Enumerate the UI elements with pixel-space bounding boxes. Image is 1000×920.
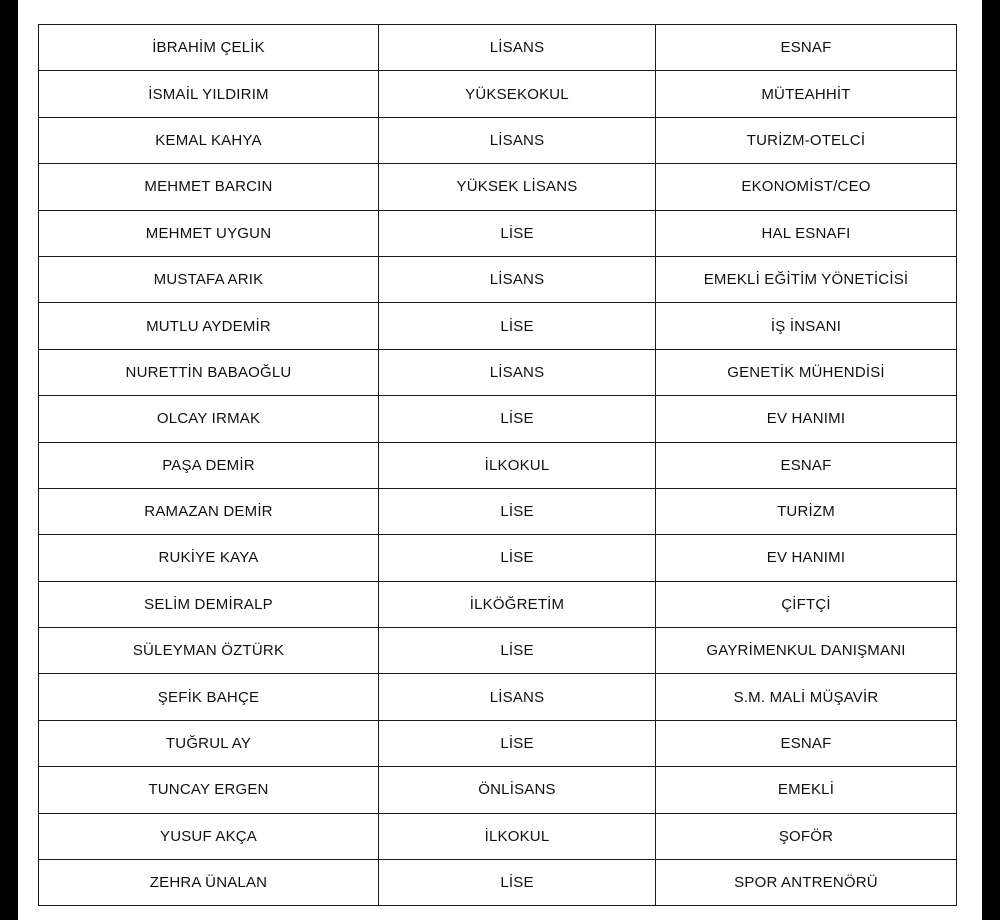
table-row	[39, 535, 957, 581]
name-cell: MEHMET UYGUN	[39, 210, 379, 256]
name-cell: ZEHRA ÜNALAN	[39, 860, 379, 906]
name-cell: RUKİYE KAYA	[39, 535, 379, 581]
table-row	[39, 303, 957, 349]
name-cell: YUSUF AKÇA	[39, 813, 379, 859]
occupation-cell: SPOR ANTRENÖRÜ	[656, 860, 957, 906]
name-cell: MUTLU AYDEMİR	[39, 303, 379, 349]
education-cell: LİSANS	[379, 25, 656, 71]
name-cell: TUNCAY ERGEN	[39, 767, 379, 813]
occupation-cell: ÇİFTÇİ	[656, 581, 957, 627]
education-cell: LİSE	[379, 720, 656, 766]
table-row	[39, 628, 957, 674]
document-page	[18, 0, 982, 920]
education-cell: LİSE	[379, 488, 656, 534]
table-row	[39, 860, 957, 906]
name-cell: SÜLEYMAN ÖZTÜRK	[39, 628, 379, 674]
occupation-cell: EV HANIMI	[656, 396, 957, 442]
name-cell: ŞEFİK BAHÇE	[39, 674, 379, 720]
occupation-cell: MÜTEAHHİT	[656, 71, 957, 117]
table-row	[39, 164, 957, 210]
name-cell: İBRAHİM ÇELİK	[39, 25, 379, 71]
occupation-cell: TURİZM	[656, 488, 957, 534]
table-row	[39, 117, 957, 163]
education-cell: LİSANS	[379, 117, 656, 163]
education-cell: İLKÖĞRETİM	[379, 581, 656, 627]
education-cell: LİSANS	[379, 349, 656, 395]
table-row	[39, 813, 957, 859]
education-cell: LİSANS	[379, 674, 656, 720]
table-row	[39, 442, 957, 488]
occupation-cell: ESNAF	[656, 25, 957, 71]
occupation-cell: GAYRİMENKUL DANIŞMANI	[656, 628, 957, 674]
education-cell: LİSE	[379, 860, 656, 906]
occupation-cell: HAL ESNAFI	[656, 210, 957, 256]
name-cell: RAMAZAN DEMİR	[39, 488, 379, 534]
name-cell: KEMAL KAHYA	[39, 117, 379, 163]
education-cell: ÖNLİSANS	[379, 767, 656, 813]
table-row	[39, 720, 957, 766]
table-row	[39, 674, 957, 720]
name-cell: MEHMET BARCIN	[39, 164, 379, 210]
occupation-cell: ŞOFÖR	[656, 813, 957, 859]
occupation-cell: EMEKLİ	[656, 767, 957, 813]
table-row	[39, 396, 957, 442]
name-cell: OLCAY IRMAK	[39, 396, 379, 442]
occupation-cell: ESNAF	[656, 442, 957, 488]
table-row	[39, 210, 957, 256]
table-row	[39, 488, 957, 534]
name-cell: İSMAİL YILDIRIM	[39, 71, 379, 117]
name-cell: SELİM DEMİRALP	[39, 581, 379, 627]
table-row	[39, 349, 957, 395]
education-cell: LİSE	[379, 210, 656, 256]
education-cell: İLKOKUL	[379, 813, 656, 859]
table-row	[39, 581, 957, 627]
table-row	[39, 25, 957, 71]
table-row	[39, 256, 957, 302]
occupation-cell: TURİZM-OTELCİ	[656, 117, 957, 163]
table-row	[39, 71, 957, 117]
education-cell: LİSE	[379, 303, 656, 349]
occupation-cell: ESNAF	[656, 720, 957, 766]
occupation-cell: EKONOMİST/CEO	[656, 164, 957, 210]
education-cell: LİSE	[379, 396, 656, 442]
education-cell: İLKOKUL	[379, 442, 656, 488]
occupation-cell: GENETİK MÜHENDİSİ	[656, 349, 957, 395]
name-cell: MUSTAFA ARIK	[39, 256, 379, 302]
education-cell: YÜKSEKOKUL	[379, 71, 656, 117]
education-cell: YÜKSEK LİSANS	[379, 164, 656, 210]
table-row	[39, 767, 957, 813]
name-cell: NURETTİN BABAOĞLU	[39, 349, 379, 395]
education-cell: LİSANS	[379, 256, 656, 302]
name-cell: PAŞA DEMİR	[39, 442, 379, 488]
occupation-cell: EMEKLİ EĞİTİM YÖNETİCİSİ	[656, 256, 957, 302]
education-cell: LİSE	[379, 628, 656, 674]
occupation-cell: EV HANIMI	[656, 535, 957, 581]
name-cell: TUĞRUL AY	[39, 720, 379, 766]
roster-table	[38, 24, 957, 906]
occupation-cell: S.M. MALİ MÜŞAVİR	[656, 674, 957, 720]
roster-table-body	[39, 25, 957, 906]
education-cell: LİSE	[379, 535, 656, 581]
occupation-cell: İŞ İNSANI	[656, 303, 957, 349]
